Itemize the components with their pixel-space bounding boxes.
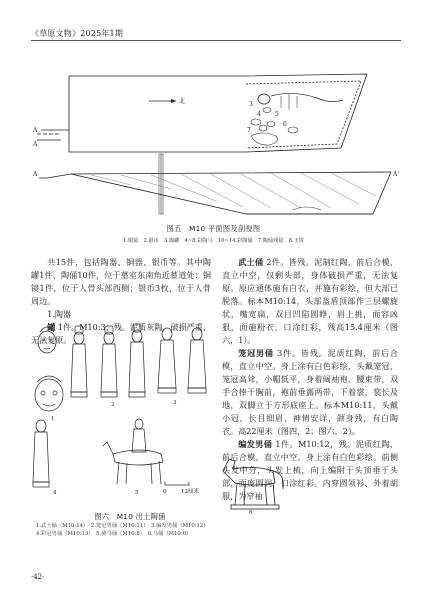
- svg-text:7: 7: [247, 127, 251, 134]
- braided-man: [158, 328, 176, 393]
- warrior-paragraph: 武士俑 2件。皆残。泥制红陶，前后合模，直立中空，仅剩头部，身体破损严重，无法复原。原应通体施有白衣，并施有彩绘，但大部已脱落。标本M10:14，头部盔盾顶部作三层螺旋状，嘴宽扁，双目凹陷圆睁，眉上挑，面容凶狠，面施粉衣，口涂红彩，残高15.4厘米（图六，1）。: [222, 257, 398, 345]
- figure6-caption: 图六 M10 出土陶俑: [94, 512, 166, 521]
- warrior-head-fullface: [35, 376, 63, 411]
- svg-text:A': A': [393, 171, 399, 178]
- horse-rider: [103, 419, 163, 484]
- braided-man-paragraph: 编发男俑 1件。M10:12，残。泥质红陶，前后合模，直立中空。身上涂有白色彩绘。前侧头发中分，头发上梳，向上编附于头顶垂于头部，面庞圆润，口涂红彩。内穿圆领衫、外着胡服，为窄袖: [222, 439, 398, 501]
- svg-text:2: 2: [111, 402, 115, 408]
- figure-4: [33, 420, 49, 487]
- header-rule: [31, 40, 401, 41]
- svg-text:3: 3: [249, 101, 253, 108]
- figure6-drawings: [31, 322, 211, 504]
- figure6-legend: 1.武士俑（M10:14） 2.笼冠男俑（M10:11） 3.编发男俑（M10:12） 4.彩冠男俑（M10:13） 5.骑马俑（M10:8） 6.马俑（M10:6）: [36, 523, 209, 537]
- jar-paragraph: 罐 1件。M10:3，残。泥质灰陶，破损严重，无法复原。: [31, 322, 211, 345]
- right-column: [222, 256, 398, 503]
- finds-summary: 共15件，包括陶器、铜器、银币等。其中陶罐1件、陶俑10件，位于墓室东南角近墓道处；铜镜1件，位于人骨头部西侧；银币3枚，位于人骨周边。: [31, 257, 211, 306]
- section-heading: 1.陶器: [47, 309, 72, 319]
- svg-text:6: 6: [283, 121, 287, 128]
- svg-text:4: 4: [257, 111, 261, 118]
- svg-text:A: A: [33, 171, 38, 178]
- caged-crown-man-3: [129, 324, 145, 397]
- svg-text:5: 5: [135, 490, 139, 496]
- caged-crown-man-1: [71, 326, 87, 397]
- figure5-legend: 1.铜镜 2.银币 3.陶罐 4~8.彩陶马 10~14.彩陶俑 7.陶俑残镜 8.玉饼: [122, 238, 305, 244]
- caged-crown-man-2: [101, 326, 117, 397]
- crowned-man: [188, 328, 206, 393]
- north-arrow-icon: [171, 99, 176, 103]
- svg-text:A: A: [33, 141, 38, 148]
- figure5-drawing: [31, 44, 403, 222]
- svg-text:A: A: [33, 127, 38, 134]
- page-number: ·42·: [31, 573, 45, 581]
- svg-text:5: 5: [275, 111, 279, 118]
- svg-text:3: 3: [173, 400, 177, 406]
- figure5-caption: 图五 M10 平面图及剖视图: [166, 224, 261, 233]
- svg-text:6: 6: [249, 510, 253, 515]
- journal-header: 《草原文物》2025年1期: [31, 29, 124, 38]
- svg-text:0: 0: [163, 489, 167, 495]
- warrior-head-front: [38, 327, 56, 353]
- svg-text:1: 1: [51, 416, 55, 422]
- svg-text:12厘米: 12厘米: [181, 489, 199, 495]
- caged-crown-paragraph: 笼冠男俑 3件。皆残。泥质红陶，前后合模，直立中空。身上涂有白色彩绘，头戴笼冠，笼冠高耸，小帽低平，身着阔袖袍，腰束带，双手合捧于胸前，袍前垂露两带，下着裳，裳长及地，双脚立于方形底座上。标本M10:11，头戴小冠，长目细眉，神情安详，颌身残，有白陶衣。高22厘米（图四，2；图六，2）。: [222, 348, 398, 436]
- north-label: 北: [179, 98, 186, 105]
- svg-text:4: 4: [53, 490, 57, 496]
